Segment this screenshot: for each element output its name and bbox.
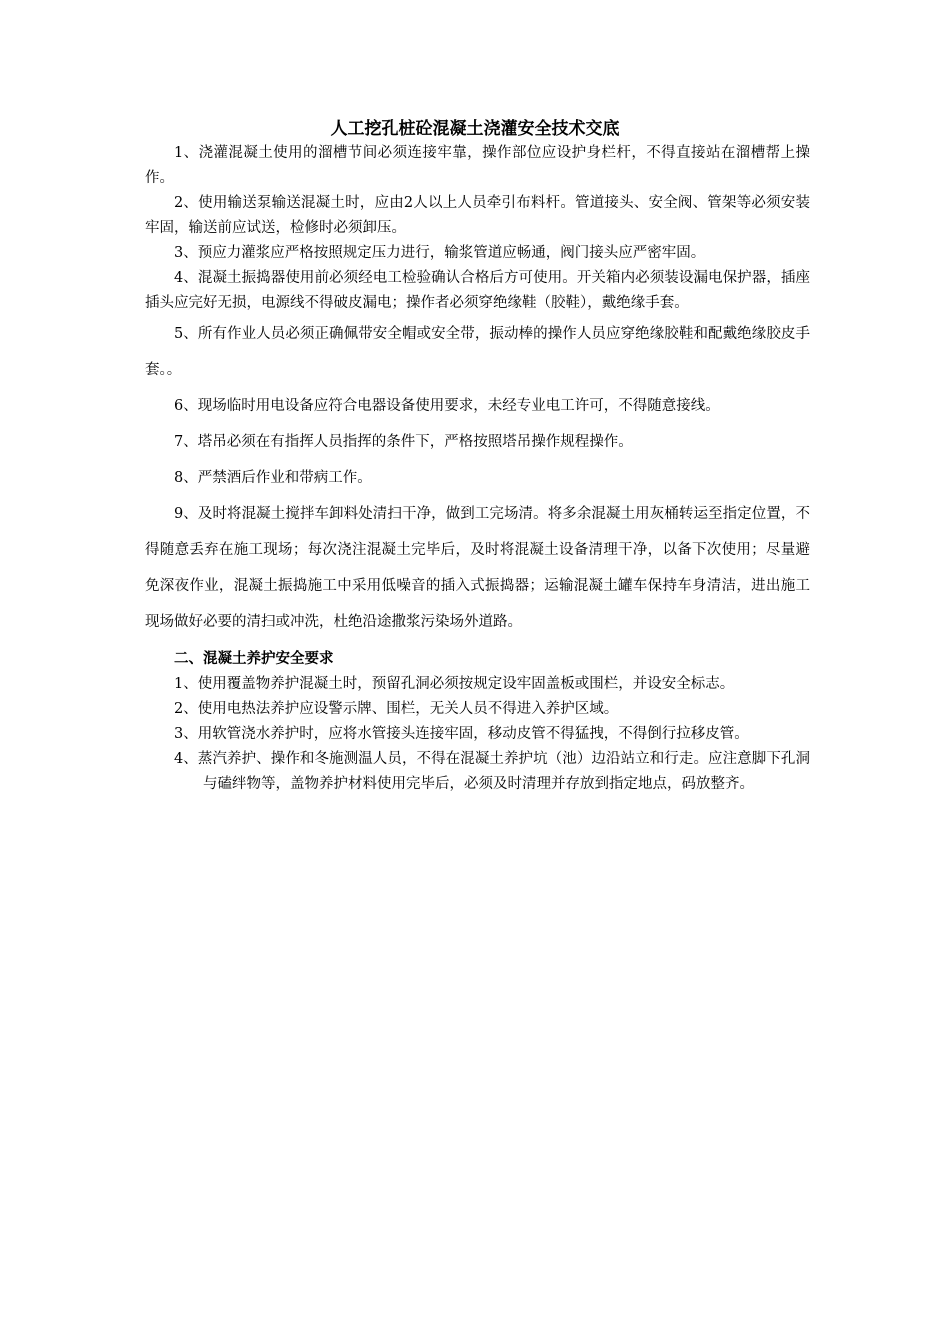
item-5: 5、所有作业人员必须正确佩带安全帽或安全带，振动棒的操作人员应穿绝缘胶鞋和配戴绝缘胶皮手套。。 xyxy=(145,326,810,378)
section2-item-2: 2、使用电热法养护应设警示牌、围栏，无关人员不得进入养护区域。 xyxy=(174,701,619,717)
item-1: 1、浇灌混凝土使用的溜槽节间必须连接牢靠，操作部位应设护身栏杆，不得直接站在溜槽帮上操作。 xyxy=(145,145,810,186)
item-3: 3、预应力灌浆应严格按照规定压力进行，输浆管道应畅通，阀门接头应严密牢固。 xyxy=(174,245,706,261)
document-title: 人工挖孔桩砼混凝土浇灌安全技术交底 xyxy=(330,119,620,139)
item-8: 8、严禁酒后作业和带病工作。 xyxy=(174,470,372,486)
item-6: 6、现场临时用电设备应符合电器设备使用要求，未经专业电工许可，不得随意接线。 xyxy=(174,398,720,414)
item-9: 9、及时将混凝土搅拌车卸料处清扫干净，做到工完场清。将多余混凝土用灰桶转运至指定位置，不得随意丢弃在施工现场；每次浇注混凝土完毕后，及时将混凝土设备清理干净，以备下次使用；尽量避免深夜作业，混凝土振捣施工中采用低噪音的插入式振捣器；运输混凝土罐车保持车身清洁，进出施工现场做好必要的清扫或冲洗，杜绝沿途撒浆污染场外道路。 xyxy=(145,506,810,630)
section2-item-1: 1、使用覆盖物养护混凝土时，预留孔洞必须按规定设牢固盖板或围栏，并设安全标志。 xyxy=(174,676,735,692)
document-body xyxy=(145,141,810,797)
section2-item-3: 3、用软管浇水养护时，应将水管接头连接牢固，移动皮管不得猛拽，不得倒行拉移皮管。 xyxy=(174,726,749,742)
item-2: 2、使用输送泵输送混凝土时，应由2人以上人员牵引布料杆。管道接头、安全阀、管架等必须安装牢固，输送前应试送，检修时必须卸压。 xyxy=(145,195,810,236)
section2-item-4: 4、蒸汽养护、操作和冬施测温人员，不得在混凝土养护坑（池）边沿站立和行走。应注意脚下孔洞与磕绊物等，盖物养护材料使用完毕后，必须及时清理并存放到指定地点，码放整齐。 xyxy=(174,751,810,792)
item-4: 4、混凝土振捣器使用前必须经电工检验确认合格后方可使用。开关箱内必须装设漏电保护器，插座插头应完好无损，电源线不得破皮漏电；操作者必须穿绝缘鞋（胶鞋），戴绝缘手套。 xyxy=(145,270,810,311)
section-heading: 二、混凝土养护安全要求 xyxy=(174,650,334,667)
item-7: 7、塔吊必须在有指挥人员指挥的条件下，严格按照塔吊操作规程操作。 xyxy=(174,434,633,450)
